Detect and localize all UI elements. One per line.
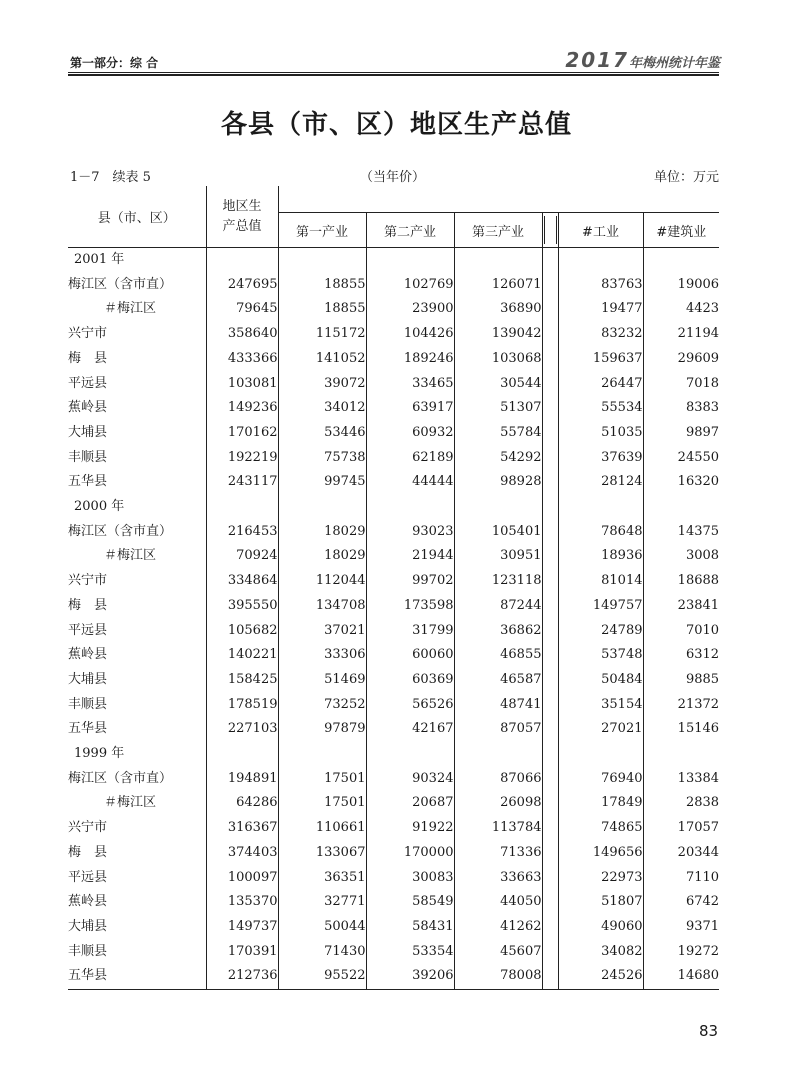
construction-value: 6312	[643, 643, 719, 668]
secondary-value: 102769	[366, 273, 454, 298]
construction-value: 15146	[643, 717, 719, 742]
tertiary-value: 26098	[454, 791, 542, 816]
tertiary-value: 98928	[454, 470, 542, 495]
industry-value: 18936	[558, 544, 643, 569]
empty-cell	[278, 742, 366, 767]
gdp-value: 135370	[206, 890, 278, 915]
industry-value: 35154	[558, 693, 643, 718]
secondary-value: 56526	[366, 693, 454, 718]
tertiary-value: 54292	[454, 446, 542, 471]
gdp-value: 247695	[206, 273, 278, 298]
primary-value: 18029	[278, 520, 366, 545]
primary-value: 71430	[278, 940, 366, 965]
tertiary-value: 46855	[454, 643, 542, 668]
empty-cell	[206, 248, 278, 273]
primary-value: 75738	[278, 446, 366, 471]
tertiary-value: 36890	[454, 297, 542, 322]
table-row	[68, 841, 719, 866]
gdp-value: 103081	[206, 372, 278, 397]
tertiary-value: 55784	[454, 421, 542, 446]
primary-value: 115172	[278, 322, 366, 347]
secondary-value: 99702	[366, 569, 454, 594]
spacer-cell	[542, 347, 558, 372]
gdp-value: 192219	[206, 446, 278, 471]
page-header	[0, 0, 793, 75]
secondary-value: 189246	[366, 347, 454, 372]
table-row	[68, 717, 719, 742]
construction-value: 14680	[643, 964, 719, 989]
gdp-header-line1: 地区生	[222, 198, 262, 214]
county-name: 梅江区（含市直）	[68, 770, 173, 786]
secondary-header: 第二产业	[366, 213, 454, 248]
primary-value: 33306	[278, 643, 366, 668]
empty-cell	[366, 248, 454, 273]
primary-header: 第一产业	[278, 213, 366, 248]
county-name: 丰顺县	[68, 449, 108, 465]
secondary-value: 58431	[366, 915, 454, 940]
construction-value: 9885	[643, 668, 719, 693]
industry-value: 24789	[558, 619, 643, 644]
table-row	[68, 372, 719, 397]
secondary-value: 58549	[366, 890, 454, 915]
spacer-cell	[542, 396, 558, 421]
construction-value: 7010	[643, 619, 719, 644]
empty-cell	[542, 248, 558, 273]
spacer-cell	[542, 816, 558, 841]
table-row	[68, 643, 719, 668]
primary-value: 18029	[278, 544, 366, 569]
construction-value: 19272	[643, 940, 719, 965]
year-row	[68, 742, 719, 767]
county-name: 五华县	[68, 721, 108, 737]
industry-value: 74865	[558, 816, 643, 841]
construction-value: 16320	[643, 470, 719, 495]
section-label: 第一部分：综 合	[70, 56, 159, 70]
table-row	[68, 273, 719, 298]
county-name: 梅 县	[68, 597, 108, 613]
tertiary-value: 123118	[454, 569, 542, 594]
county-name: 丰顺县	[68, 696, 108, 712]
empty-cell	[558, 742, 643, 767]
yearbook-name: 年梅州统计年鉴	[628, 56, 720, 71]
primary-value: 50044	[278, 915, 366, 940]
empty-cell	[542, 742, 558, 767]
construction-value: 4423	[643, 297, 719, 322]
gdp-value: 433366	[206, 347, 278, 372]
tertiary-value: 103068	[454, 347, 542, 372]
spacer-cell	[542, 767, 558, 792]
header-rule-thick	[68, 74, 719, 76]
construction-value: 3008	[643, 544, 719, 569]
empty-cell	[366, 495, 454, 520]
spacer-cell	[542, 544, 558, 569]
secondary-value: 23900	[366, 297, 454, 322]
table-row	[68, 619, 719, 644]
tertiary-value: 46587	[454, 668, 542, 693]
spacer-cell	[542, 594, 558, 619]
spacer-cell	[542, 940, 558, 965]
primary-value: 37021	[278, 619, 366, 644]
spacer-cell	[542, 273, 558, 298]
unit-label: 单位：万元	[653, 170, 719, 185]
price-note: （当年价）	[360, 170, 426, 185]
industry-value: 37639	[558, 446, 643, 471]
construction-value: 19006	[643, 273, 719, 298]
construction-value: 18688	[643, 569, 719, 594]
industry-value: 76940	[558, 767, 643, 792]
spacer-cell	[542, 841, 558, 866]
gdp-value: 79645	[206, 297, 278, 322]
page-number: 83	[699, 1022, 719, 1040]
gdp-header	[206, 186, 278, 248]
primary-value: 95522	[278, 964, 366, 989]
construction-value: 2838	[643, 791, 719, 816]
table-row	[68, 816, 719, 841]
secondary-value: 60369	[366, 668, 454, 693]
county-name: 平远县	[68, 375, 108, 391]
secondary-value: 62189	[366, 446, 454, 471]
primary-value: 110661	[278, 816, 366, 841]
construction-header: #建筑业	[643, 213, 719, 248]
county-name: 大埔县	[68, 424, 108, 440]
spacer-cell	[542, 890, 558, 915]
table-body	[68, 248, 719, 990]
county-name: 丰顺县	[68, 943, 108, 959]
gdp-value: 358640	[206, 322, 278, 347]
industry-value: 51035	[558, 421, 643, 446]
gdp-value: 334864	[206, 569, 278, 594]
empty-cell	[643, 742, 719, 767]
primary-value: 112044	[278, 569, 366, 594]
county-name: 梅江区（含市直）	[68, 276, 173, 292]
tertiary-value: 126071	[454, 273, 542, 298]
construction-value: 17057	[643, 816, 719, 841]
tertiary-value: 45607	[454, 940, 542, 965]
spacer-cell	[542, 297, 558, 322]
gdp-value: 64286	[206, 791, 278, 816]
table-row	[68, 396, 719, 421]
secondary-value: 60932	[366, 421, 454, 446]
gdp-value: 140221	[206, 643, 278, 668]
secondary-value: 63917	[366, 396, 454, 421]
gdp-value: 243117	[206, 470, 278, 495]
gdp-value: 105682	[206, 619, 278, 644]
county-name: 兴宁市	[68, 820, 108, 836]
county-name: 蕉岭县	[68, 400, 108, 416]
spacer-cell	[542, 470, 558, 495]
table-id: 1－7 续表 5	[70, 170, 151, 185]
county-name: 蕉岭县	[68, 647, 108, 663]
table-row	[68, 421, 719, 446]
spacer-box	[544, 216, 557, 244]
construction-value: 7018	[643, 372, 719, 397]
empty-cell	[206, 495, 278, 520]
tertiary-value: 71336	[454, 841, 542, 866]
secondary-value: 31799	[366, 619, 454, 644]
county-name: 蕉岭县	[68, 894, 108, 910]
tertiary-value: 113784	[454, 816, 542, 841]
tertiary-value: 44050	[454, 890, 542, 915]
gdp-value: 100097	[206, 866, 278, 891]
secondary-value: 21944	[366, 544, 454, 569]
primary-value: 18855	[278, 273, 366, 298]
table-row	[68, 668, 719, 693]
gdp-value: 170162	[206, 421, 278, 446]
empty-cell	[643, 248, 719, 273]
table-row	[68, 767, 719, 792]
year-label: 1999 年	[74, 746, 125, 762]
gdp-value: 170391	[206, 940, 278, 965]
table-row	[68, 347, 719, 372]
tertiary-value: 36862	[454, 619, 542, 644]
page-title: 各县（市、区）地区生产总值	[220, 110, 572, 140]
construction-value: 8383	[643, 396, 719, 421]
industry-value: 50484	[558, 668, 643, 693]
secondary-value: 60060	[366, 643, 454, 668]
county-name: 兴宁市	[68, 326, 108, 342]
county-name: ＃梅江区	[104, 548, 157, 564]
spacer-cell	[542, 668, 558, 693]
spacer-cell	[542, 717, 558, 742]
industry-value: 24526	[558, 964, 643, 989]
industry-value: 49060	[558, 915, 643, 940]
gdp-value: 216453	[206, 520, 278, 545]
empty-cell	[558, 495, 643, 520]
gdp-value: 70924	[206, 544, 278, 569]
gdp-value: 178519	[206, 693, 278, 718]
empty-cell	[278, 495, 366, 520]
secondary-value: 104426	[366, 322, 454, 347]
gdp-value: 194891	[206, 767, 278, 792]
county-name: 平远县	[68, 622, 108, 638]
year-label: 2001 年	[74, 252, 125, 267]
empty-cell	[366, 742, 454, 767]
primary-value: 34012	[278, 396, 366, 421]
table-row	[68, 594, 719, 619]
gdp-value: 149236	[206, 396, 278, 421]
spacer-cell	[542, 372, 558, 397]
empty-cell	[558, 248, 643, 273]
tertiary-value: 33663	[454, 866, 542, 891]
spacer-cell	[542, 791, 558, 816]
tertiary-value: 30951	[454, 544, 542, 569]
industry-value: 34082	[558, 940, 643, 965]
industry-value: 26447	[558, 372, 643, 397]
primary-value: 36351	[278, 866, 366, 891]
table-row	[68, 569, 719, 594]
secondary-value: 20687	[366, 791, 454, 816]
spacer-cell	[542, 693, 558, 718]
primary-value: 17501	[278, 767, 366, 792]
industry-value: 53748	[558, 643, 643, 668]
industry-value: 51807	[558, 890, 643, 915]
group-header-space	[278, 186, 719, 213]
gdp-value: 395550	[206, 594, 278, 619]
table-row	[68, 964, 719, 989]
gdp-value: 149737	[206, 915, 278, 940]
industry-value: 28124	[558, 470, 643, 495]
county-name: 平远县	[68, 869, 108, 885]
spacer-cell	[542, 421, 558, 446]
primary-value: 99745	[278, 470, 366, 495]
spacer-cell	[542, 520, 558, 545]
primary-value: 39072	[278, 372, 366, 397]
table-caption	[70, 166, 719, 184]
spacer-cell	[542, 915, 558, 940]
table-row	[68, 890, 719, 915]
secondary-value: 33465	[366, 372, 454, 397]
secondary-value: 170000	[366, 841, 454, 866]
primary-value: 53446	[278, 421, 366, 446]
yearbook-year: 2017	[565, 48, 629, 72]
construction-value: 13384	[643, 767, 719, 792]
construction-value: 21194	[643, 322, 719, 347]
secondary-value: 173598	[366, 594, 454, 619]
primary-value: 73252	[278, 693, 366, 718]
empty-cell	[278, 248, 366, 273]
tertiary-value: 51307	[454, 396, 542, 421]
county-name: 五华县	[68, 964, 206, 989]
secondary-value: 39206	[366, 964, 454, 989]
county-name: 大埔县	[68, 671, 108, 687]
county-name: ＃梅江区	[104, 795, 157, 811]
construction-value: 21372	[643, 693, 719, 718]
primary-value: 32771	[278, 890, 366, 915]
industry-value: 81014	[558, 569, 643, 594]
gdp-value: 227103	[206, 717, 278, 742]
spacer-cell	[542, 619, 558, 644]
tertiary-value: 87057	[454, 717, 542, 742]
county-name: 兴宁市	[68, 573, 108, 589]
county-name: ＃梅江区	[104, 301, 157, 317]
primary-value: 134708	[278, 594, 366, 619]
primary-value: 133067	[278, 841, 366, 866]
tertiary-value: 30544	[454, 372, 542, 397]
spacer-cell	[542, 643, 558, 668]
industry-value: 83232	[558, 322, 643, 347]
gdp-value: 316367	[206, 816, 278, 841]
primary-value: 51469	[278, 668, 366, 693]
header-rule	[68, 72, 719, 73]
tertiary-value: 87066	[454, 767, 542, 792]
secondary-value: 44444	[366, 470, 454, 495]
county-name: 梅 县	[68, 844, 108, 860]
construction-value: 9371	[643, 915, 719, 940]
spacer-cell	[542, 964, 558, 989]
spacer-cell	[542, 569, 558, 594]
table-row	[68, 866, 719, 891]
table-row	[68, 446, 719, 471]
secondary-value: 93023	[366, 520, 454, 545]
primary-value: 18855	[278, 297, 366, 322]
construction-value: 20344	[643, 841, 719, 866]
table-row	[68, 297, 719, 322]
table-row	[68, 693, 719, 718]
construction-value: 14375	[643, 520, 719, 545]
construction-value: 29609	[643, 347, 719, 372]
year-label: 2000 年	[74, 499, 125, 515]
table-row	[68, 940, 719, 965]
tertiary-value: 41262	[454, 915, 542, 940]
primary-value: 17501	[278, 791, 366, 816]
tertiary-value: 87244	[454, 594, 542, 619]
table-row	[68, 520, 719, 545]
table-row	[68, 322, 719, 347]
county-name: 梅江区（含市直）	[68, 523, 173, 539]
industry-value: 19477	[558, 297, 643, 322]
empty-cell	[454, 248, 542, 273]
county-name: 大埔县	[68, 918, 108, 934]
year-row	[68, 495, 719, 520]
empty-cell	[206, 742, 278, 767]
secondary-value: 90324	[366, 767, 454, 792]
tertiary-value: 48741	[454, 693, 542, 718]
tertiary-header: 第三产业	[454, 213, 542, 248]
secondary-value: 30083	[366, 866, 454, 891]
industry-value: 55534	[558, 396, 643, 421]
industry-value: 149757	[558, 594, 643, 619]
county-name: 五华县	[68, 474, 108, 490]
construction-value: 9897	[643, 421, 719, 446]
construction-value: 6742	[643, 890, 719, 915]
tertiary-value: 105401	[454, 520, 542, 545]
empty-cell	[542, 495, 558, 520]
table-row	[68, 915, 719, 940]
primary-value: 141052	[278, 347, 366, 372]
gdp-header-line2: 产总值	[222, 218, 262, 234]
industry-value: 159637	[558, 347, 643, 372]
county-name: 梅 县	[68, 350, 108, 366]
secondary-value: 53354	[366, 940, 454, 965]
primary-value: 97879	[278, 717, 366, 742]
industry-value: 149656	[558, 841, 643, 866]
gdp-value: 158425	[206, 668, 278, 693]
construction-value: 23841	[643, 594, 719, 619]
table-row	[68, 544, 719, 569]
year-row	[68, 248, 719, 273]
county-header: 县（市、区）	[68, 186, 206, 248]
empty-cell	[454, 495, 542, 520]
spacer-header	[542, 213, 558, 248]
secondary-value: 91922	[366, 816, 454, 841]
empty-cell	[454, 742, 542, 767]
empty-cell	[643, 495, 719, 520]
table-row	[68, 470, 719, 495]
secondary-value: 42167	[366, 717, 454, 742]
spacer-cell	[542, 866, 558, 891]
table-row	[68, 791, 719, 816]
construction-value: 7110	[643, 866, 719, 891]
industry-header: #工业	[558, 213, 643, 248]
industry-value: 78648	[558, 520, 643, 545]
tertiary-value: 139042	[454, 322, 542, 347]
industry-value: 83763	[558, 273, 643, 298]
spacer-cell	[542, 446, 558, 471]
gdp-table	[68, 186, 719, 990]
tertiary-value: 78008	[454, 964, 542, 989]
industry-value: 22973	[558, 866, 643, 891]
industry-value: 17849	[558, 791, 643, 816]
yearbook-title	[565, 48, 720, 72]
construction-value: 24550	[643, 446, 719, 471]
spacer-cell	[542, 322, 558, 347]
gdp-value: 212736	[206, 964, 278, 989]
industry-value: 27021	[558, 717, 643, 742]
gdp-value: 374403	[206, 841, 278, 866]
